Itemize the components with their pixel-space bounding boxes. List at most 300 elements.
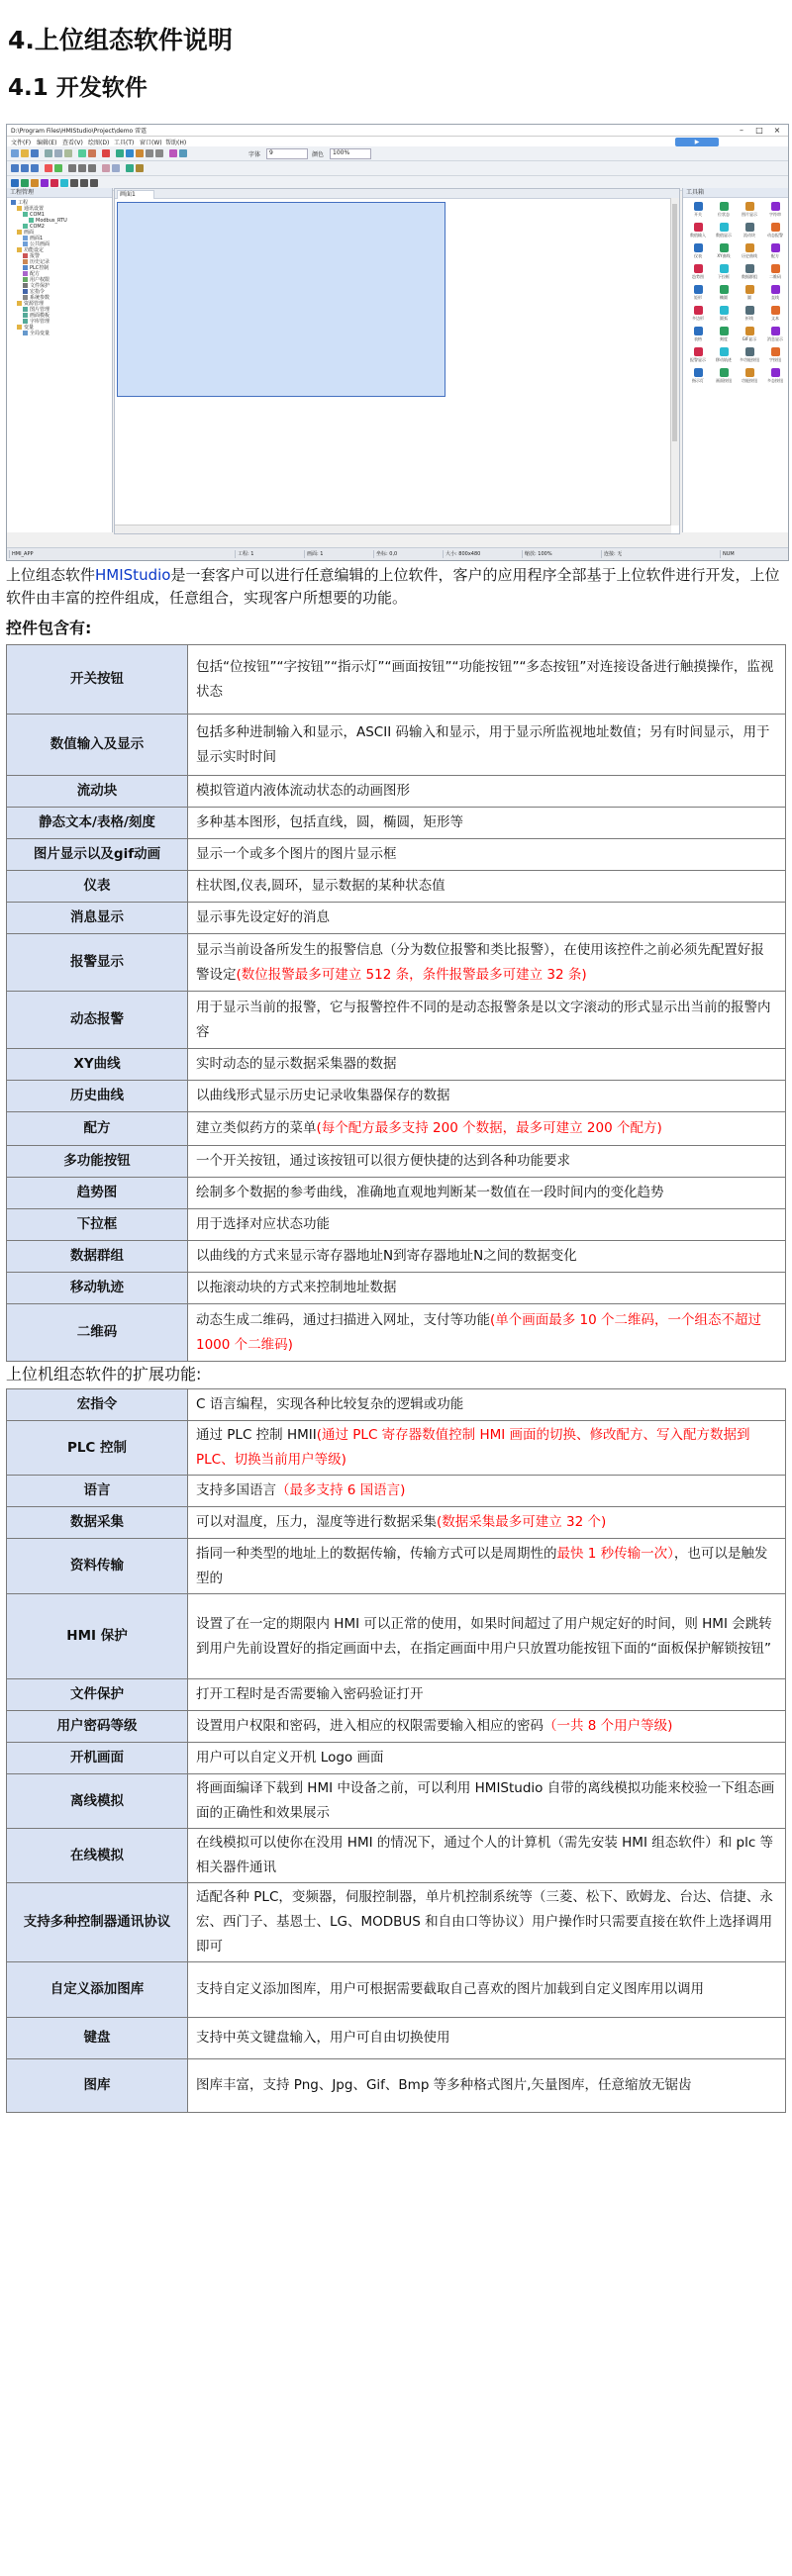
status-cell: 画面: 1 xyxy=(304,550,323,558)
highlight-text: （最多支持 6 国语言) xyxy=(276,1482,406,1498)
toolbox-item[interactable] xyxy=(737,285,762,305)
toolbox-item[interactable] xyxy=(762,202,788,222)
app-statusbar xyxy=(7,547,788,560)
description-text: 可以对温度，压力，湿度等进行数据采集 xyxy=(196,1514,437,1530)
tree-node-label: COM2 xyxy=(30,224,45,230)
toolbox-item-label: 多边形 xyxy=(692,316,704,321)
alarm-tool-icon[interactable] xyxy=(50,179,58,187)
row-name: 在线模拟 xyxy=(7,1829,188,1883)
hmistudio-link[interactable]: HMIStudio xyxy=(95,566,171,584)
close-icon[interactable]: × xyxy=(773,126,781,135)
status-cell: HMI_APP xyxy=(9,550,34,558)
toolbox-item-icon xyxy=(694,264,703,273)
row-name: 支持多种控制器通讯协议 xyxy=(7,1883,188,1962)
toolbox-item-label: 直线 xyxy=(771,295,779,300)
tree-node-icon xyxy=(17,325,22,330)
description-text: 设置了在一定的期限内 HMI 可以正常的使用，如果时间超过了用户规定好的时间，则 HMI 会跳转到用户先前设置好的指定画面中去，在指定画面中用户只放置功能按钮下面的“面板保护解锁按钮” xyxy=(196,1615,772,1657)
toolbox-panel-title: 工具箱 xyxy=(683,188,788,198)
toolbox-item[interactable] xyxy=(711,202,737,222)
tree-node-icon xyxy=(23,271,28,276)
row-name: 配方 xyxy=(7,1112,188,1146)
row-name: 键盘 xyxy=(7,2018,188,2059)
tree-node-icon xyxy=(23,307,28,312)
tree-node-label: 系统参数 xyxy=(30,295,50,301)
tree-node-icon xyxy=(17,247,22,252)
toolbox-item[interactable] xyxy=(737,264,762,284)
highlight-text: （一共 8 个用户等级) xyxy=(544,1718,673,1734)
align-right-icon[interactable] xyxy=(88,164,96,172)
toolbox-item-icon xyxy=(771,306,780,315)
description-text: 通过 PLC 控制 HMII xyxy=(196,1427,317,1443)
status-cell: 坐标: 0,0 xyxy=(373,550,397,558)
new-icon[interactable] xyxy=(11,149,19,157)
toolbox-item-label: 流动块 xyxy=(743,233,755,238)
toolbox-item[interactable] xyxy=(711,223,737,242)
table-row xyxy=(7,1594,786,1679)
zoom-value: 100% xyxy=(333,149,350,156)
toolbox-item-label: 折线 xyxy=(745,316,753,321)
toolbox-item[interactable] xyxy=(685,285,711,305)
table-row xyxy=(7,1081,786,1112)
toolbox-item[interactable] xyxy=(711,368,737,388)
toolbox-item[interactable] xyxy=(737,347,762,367)
bold-icon[interactable] xyxy=(11,164,19,172)
row-name: 趋势图 xyxy=(7,1178,188,1209)
zoom-in-icon[interactable] xyxy=(146,149,153,157)
toolbox-item[interactable] xyxy=(737,202,762,222)
table-row xyxy=(7,2059,786,2113)
tree-node-label: PLC控制 xyxy=(30,265,50,271)
row-description xyxy=(188,1883,786,1962)
toolbox-item[interactable] xyxy=(737,368,762,388)
toolbox-item[interactable] xyxy=(685,223,711,242)
fill-color-icon[interactable] xyxy=(54,164,62,172)
toolbox-item-icon xyxy=(745,347,754,356)
toolbox-item-label: 报警显示 xyxy=(690,357,706,362)
toolbox-item-icon xyxy=(694,368,703,377)
toolbox-item[interactable] xyxy=(762,306,788,326)
toolbox-item[interactable] xyxy=(711,243,737,263)
vertical-scroll-thumb[interactable] xyxy=(672,204,677,441)
table-row xyxy=(7,934,786,992)
table-row xyxy=(7,1146,786,1178)
toolbox-item-icon xyxy=(771,223,780,232)
toolbox-item-icon xyxy=(720,368,729,377)
tree-node-icon xyxy=(17,230,22,235)
extensions-caption: 上位机组态软件的扩展功能: xyxy=(6,1365,202,1383)
minimize-icon[interactable]: – xyxy=(740,126,743,135)
description-text: 支持中英文键盘输入，用户可自由切换使用 xyxy=(196,2030,450,2046)
tree-node-label: 图片管理 xyxy=(30,307,50,313)
row-description xyxy=(188,645,786,715)
toolbox-item[interactable] xyxy=(762,368,788,388)
row-description xyxy=(188,1476,786,1507)
table-row xyxy=(7,903,786,934)
toolbox-item-label: 指示灯 xyxy=(692,378,704,383)
row-description xyxy=(188,1539,786,1594)
tree-node-icon xyxy=(17,301,22,306)
status-cell: 大小: 800x480 xyxy=(443,550,480,558)
toolbox-item[interactable] xyxy=(762,285,788,305)
underline-icon[interactable] xyxy=(31,164,39,172)
table-row xyxy=(7,1743,786,1774)
highlight-text: 最快 1 秒传输一次） xyxy=(556,1545,674,1562)
toolbox-item-label: 多态按钮 xyxy=(767,378,783,383)
toolbox-item-icon xyxy=(771,368,780,377)
toolbox-item-label: GIF显示 xyxy=(742,336,757,341)
row-name: HMI 保护 xyxy=(7,1594,188,1679)
font-size-box[interactable] xyxy=(266,148,308,159)
row-name: 数据采集 xyxy=(7,1507,188,1539)
row-name: 报警显示 xyxy=(7,934,188,992)
table-row xyxy=(7,1507,786,1539)
toolbox-item-icon xyxy=(771,264,780,273)
toolbox-item[interactable] xyxy=(762,327,788,346)
align-center-icon[interactable] xyxy=(78,164,86,172)
send-back-icon[interactable] xyxy=(112,164,120,172)
tree-node-icon xyxy=(23,295,28,300)
redo-icon[interactable] xyxy=(88,149,96,157)
toolbox-item[interactable] xyxy=(711,285,737,305)
table-row xyxy=(7,1679,786,1711)
toolbox-item-label: 椭圆 xyxy=(720,295,728,300)
toolbox-item[interactable] xyxy=(762,264,788,284)
toolbox-item-icon xyxy=(745,264,754,273)
toolbox-item[interactable] xyxy=(711,306,737,326)
hmi-screen-area[interactable] xyxy=(117,202,446,397)
toolbox-item-icon xyxy=(771,202,780,211)
delete-icon[interactable] xyxy=(102,149,110,157)
undo-icon[interactable] xyxy=(78,149,86,157)
tree-node-label: 资源管理 xyxy=(24,301,45,307)
text-tool-icon[interactable] xyxy=(41,179,49,187)
description-text: 设置用户权限和密码，进入相应的权限需要输入相应的密码 xyxy=(196,1718,544,1734)
tree-node-label: 用户权限 xyxy=(30,277,50,283)
toolbox-item[interactable] xyxy=(685,327,711,346)
toolbox-item[interactable] xyxy=(762,223,788,242)
toolbox-item[interactable] xyxy=(685,306,711,326)
section-title: 4.1 开发软件 xyxy=(8,75,148,101)
description-text: 柱状图,仪表,圆环，显示数据的某种状态值 xyxy=(196,878,446,894)
highlight-text: (通过 PLC 寄存器数值控制 HMI 画面的切换、修改配方、写入配方数据到 PLC、切换当前用户等级) xyxy=(196,1427,750,1468)
toolbox-item-label: 圆弧 xyxy=(720,316,728,321)
toolbox-item-label: 位状态 xyxy=(718,212,730,217)
toolbox-item-label: 数值输入 xyxy=(690,233,706,238)
tree-node-label: 历史记录 xyxy=(30,259,50,265)
toolbox-item-label: 文本 xyxy=(771,316,779,321)
tree-node-icon xyxy=(23,313,28,318)
toolbox-item-label: 动态报警 xyxy=(767,233,783,238)
toolbox-item-label: 配方 xyxy=(771,253,779,258)
tree-node-icon xyxy=(23,212,28,217)
toolbox-item-label: 画面按钮 xyxy=(716,378,732,383)
description-text: 包括多种进制输入和显示，ASCII 码输入和显示，用于显示所监视地址数值；另有时间显示，用于显示实时时间 xyxy=(196,723,770,765)
toolbox-item-label: 消息显示 xyxy=(767,336,783,341)
toolbox-item-icon xyxy=(694,347,703,356)
row-description xyxy=(188,1389,786,1421)
row-name: PLC 控制 xyxy=(7,1421,188,1476)
row-description xyxy=(188,1304,786,1362)
row-name: 资料传输 xyxy=(7,1539,188,1594)
toolbox-item[interactable] xyxy=(737,223,762,242)
row-description xyxy=(188,715,786,776)
zoom-out-icon[interactable] xyxy=(155,149,163,157)
toolbox-item[interactable] xyxy=(685,347,711,367)
tree-node-label: 报警 xyxy=(30,253,41,259)
toolbox-item-label: 表格 xyxy=(694,336,702,341)
row-name: 流动块 xyxy=(7,776,188,808)
menu-draw[interactable]: 绘图(D) xyxy=(88,140,110,146)
controls-caption: 控件包含有: xyxy=(6,619,92,637)
status-cell: NUM xyxy=(720,550,735,558)
tree-node-label: 公共画面 xyxy=(30,241,50,247)
toolbox-item-label: 功能按钮 xyxy=(742,378,757,383)
cut-icon[interactable] xyxy=(45,149,52,157)
toolbox-item-icon xyxy=(694,285,703,294)
table-row xyxy=(7,1241,786,1273)
table-row xyxy=(7,1209,786,1241)
toolbox-item-icon xyxy=(720,223,729,232)
toolbox-item-icon xyxy=(694,243,703,252)
tree-node-label: 工程 xyxy=(18,200,29,206)
simulate-icon[interactable] xyxy=(136,149,144,157)
toolbox-item-icon xyxy=(694,202,703,211)
table-row xyxy=(7,1112,786,1146)
bring-front-icon[interactable] xyxy=(102,164,110,172)
toolbox-item-icon xyxy=(771,327,780,335)
toolbox-item[interactable] xyxy=(685,243,711,263)
tree-node-label: 文件保护 xyxy=(30,283,50,289)
row-description xyxy=(188,903,786,934)
row-description xyxy=(188,839,786,871)
description-text: 以曲线的方式来显示寄存器地址N到寄存器地址N之间的数据变化 xyxy=(196,1248,577,1264)
description-text: 模拟管道内液体流动状态的动画图形 xyxy=(196,783,410,799)
description-text: 建立类似药方的菜单 xyxy=(196,1120,317,1136)
tree-node-label: 功能设定 xyxy=(24,247,45,253)
toolbox-item-icon xyxy=(720,285,729,294)
row-name: 用户密码等级 xyxy=(7,1711,188,1743)
row-description xyxy=(188,1743,786,1774)
number-tool-icon[interactable] xyxy=(31,179,39,187)
tree-node-icon xyxy=(23,259,28,264)
description-text: 实时动态的显示数据采集器的数据 xyxy=(196,1056,397,1072)
project-panel-title: 工程管理 xyxy=(7,188,112,198)
tree-node-icon xyxy=(11,200,16,205)
tree-node-icon xyxy=(23,241,28,246)
vertical-scrollbar[interactable] xyxy=(670,198,679,525)
toolbox-item[interactable] xyxy=(685,368,711,388)
paste-icon[interactable] xyxy=(64,149,72,157)
toolbox-item[interactable] xyxy=(685,202,711,222)
description-text: 以拖滚动块的方式来控制地址数据 xyxy=(196,1280,397,1295)
row-name: 开机画面 xyxy=(7,1743,188,1774)
toolbox-item-icon xyxy=(720,264,729,273)
toolbox-item-label: XY曲线 xyxy=(717,253,731,258)
save-icon[interactable] xyxy=(31,149,39,157)
description-text: 用于选择对应状态功能 xyxy=(196,1216,330,1232)
description-text: 包括“位按钮”“字按钮”“指示灯”“画面按钮”“功能按钮”“多态按钮”对连接设备进行触摸操作，监视状态 xyxy=(196,658,774,700)
toolbar-color-label: 颜色 xyxy=(312,151,325,158)
rect-tool-icon[interactable] xyxy=(80,179,88,187)
description-text: 适配各种 PLC，变频器，伺服控制器，单片机控制系统等（三菱、松下、欧姆龙、台达、信捷、永宏、西门子、基恩士、LG、MODBUS 和自由口等协议）用户操作时只需要直接在软件上选择调用即可 xyxy=(196,1889,773,1955)
row-description xyxy=(188,1594,786,1679)
description-text: 动态生成二维码，通过扫描进入网址，支付等功能 xyxy=(196,1311,490,1328)
row-name: 多功能按钮 xyxy=(7,1146,188,1178)
row-description xyxy=(188,1049,786,1081)
tree-node-label: 画面 xyxy=(24,230,35,236)
toolbox-item-icon xyxy=(745,306,754,315)
tree-node-label: 宏指令 xyxy=(30,289,46,295)
toolbox-item[interactable] xyxy=(737,327,762,346)
row-name: 动态报警 xyxy=(7,992,188,1049)
tree-node-icon xyxy=(23,277,28,282)
toolbox-item[interactable] xyxy=(685,264,711,284)
menu-edit[interactable]: 编辑(E) xyxy=(37,140,57,146)
row-name: 宏指令 xyxy=(7,1389,188,1421)
maximize-icon[interactable]: □ xyxy=(755,126,763,135)
row-description xyxy=(188,1112,786,1146)
toolbox-item[interactable] xyxy=(737,306,762,326)
toolbox-item-icon xyxy=(771,243,780,252)
table-row xyxy=(7,715,786,776)
status-cell: 连接: 无 xyxy=(601,550,622,558)
toolbox-item-icon xyxy=(771,347,780,356)
download-icon[interactable] xyxy=(126,149,134,157)
tree-node-label: 通讯设置 xyxy=(24,206,45,212)
toolbox-item-icon xyxy=(771,285,780,294)
toolbox-item[interactable] xyxy=(762,243,788,263)
menu-tools[interactable]: 工具(T) xyxy=(114,140,135,146)
app-toolbar-1 xyxy=(7,146,788,161)
toolbox-item-label: 趋势图 xyxy=(692,274,704,279)
toolbox-item[interactable] xyxy=(711,264,737,284)
app-titlebar xyxy=(7,125,788,137)
row-description xyxy=(188,1178,786,1209)
description-text: 用于显示当前的报警，它与报警控件不同的是动态报警条是以文字滚动的形式显示出当前的报警内容 xyxy=(196,999,771,1040)
toolbox-item-label: 移动轨迹 xyxy=(716,357,732,362)
toolbox-panel xyxy=(682,188,788,532)
row-description xyxy=(188,1829,786,1883)
canvas-tab[interactable]: 画面1 xyxy=(117,190,154,199)
open-icon[interactable] xyxy=(21,149,29,157)
group-icon[interactable] xyxy=(126,164,134,172)
row-name: XY曲线 xyxy=(7,1049,188,1081)
row-description xyxy=(188,1146,786,1178)
description-text: 多种基本图形，包括直线，圆，椭圆，矩形等 xyxy=(196,814,463,830)
toolbox-item-icon xyxy=(694,327,703,335)
toolbox-item-icon xyxy=(745,327,754,335)
tree-node-label: 字库管理 xyxy=(30,319,50,325)
toolbox-item-label: 仪表 xyxy=(694,253,702,258)
tree-node-icon xyxy=(23,265,28,270)
row-description xyxy=(188,1679,786,1711)
lamp-tool-icon[interactable] xyxy=(21,179,29,187)
intro-paragraph xyxy=(6,564,788,610)
tree-node-label: 变量 xyxy=(24,325,35,331)
toolbox-item[interactable] xyxy=(737,243,762,263)
row-name: 图库 xyxy=(7,2059,188,2113)
row-description xyxy=(188,1774,786,1829)
line-tool-icon[interactable] xyxy=(70,179,78,187)
row-description xyxy=(188,934,786,992)
trend-tool-icon[interactable] xyxy=(60,179,68,187)
highlight-text: (每个配方最多支持 200 个数据，最多可建立 200 个配方) xyxy=(316,1120,662,1136)
text-color-icon[interactable] xyxy=(45,164,52,172)
copy-icon[interactable] xyxy=(54,149,62,157)
horizontal-scrollbar[interactable] xyxy=(115,525,671,533)
align-icon[interactable] xyxy=(179,149,187,157)
table-row xyxy=(7,1476,786,1507)
toolbox-item-label: 数据群组 xyxy=(742,274,757,279)
toolbox-item[interactable] xyxy=(762,347,788,367)
description-text: 支持自定义添加图库，用户可根据需要截取自己喜欢的图片加载到自定义图库用以调用 xyxy=(196,1981,704,1997)
toolbox-item-label: 字按钮 xyxy=(769,357,781,362)
toolbox-item-label: 二维码 xyxy=(769,274,781,279)
toolbox-item[interactable] xyxy=(711,327,737,346)
toolbox-item-icon xyxy=(720,347,729,356)
table-row xyxy=(7,1389,786,1421)
intro-prefix: 上位组态软件 xyxy=(6,566,96,584)
table-row xyxy=(7,776,786,808)
table-row xyxy=(7,1049,786,1081)
toolbox-item-icon xyxy=(720,327,729,335)
tree-node-icon xyxy=(23,319,28,324)
zoom-box[interactable] xyxy=(330,148,371,159)
toolbar-font-label: 字体 xyxy=(248,151,261,158)
description-text: 显示当前设备所发生的报警信息（分为数位报警和类比报警），在使用该控件之前必须先配置好报警设定 xyxy=(196,941,764,983)
row-name: 图片显示以及gif动画 xyxy=(7,839,188,871)
design-canvas[interactable] xyxy=(114,188,680,534)
menu-file[interactable]: 文件(F) xyxy=(11,140,32,146)
menu-window[interactable]: 窗口(W) xyxy=(140,140,162,146)
italic-icon[interactable] xyxy=(21,164,29,172)
row-description xyxy=(188,1273,786,1304)
tree-node-icon xyxy=(23,289,28,294)
toolbox-item-label: 多功能按钮 xyxy=(740,357,759,362)
online-status-pill[interactable]: ▶ xyxy=(675,138,719,146)
align-left-icon[interactable] xyxy=(68,164,76,172)
font-size-value: 9 xyxy=(269,149,273,156)
ellipse-tool-icon[interactable] xyxy=(90,179,98,187)
toolbox-item-icon xyxy=(745,243,754,252)
table-row xyxy=(7,2018,786,2059)
row-name: 历史曲线 xyxy=(7,1081,188,1112)
table-row xyxy=(7,992,786,1049)
button-tool-icon[interactable] xyxy=(11,179,19,187)
row-description xyxy=(188,1081,786,1112)
menu-view[interactable]: 查看(V) xyxy=(62,140,83,146)
description-text: 以曲线形式显示历史记录收集器保存的数据 xyxy=(196,1088,450,1103)
tree-node-label: 画面1 xyxy=(30,236,44,241)
toolbox-item-icon xyxy=(745,202,754,211)
toolbox-item-icon xyxy=(694,223,703,232)
toolbox-item-icon xyxy=(745,285,754,294)
page-title: 4.上位组态软件说明 xyxy=(8,26,233,54)
ungroup-icon[interactable] xyxy=(136,164,144,172)
toolbox-item-label: 历史曲线 xyxy=(742,253,757,258)
row-name: 静态文本/表格/刻度 xyxy=(7,808,188,839)
project-tree-item[interactable] xyxy=(23,331,50,336)
compile-icon[interactable] xyxy=(116,149,124,157)
description-text: 打开工程时是否需要输入密码验证打开 xyxy=(196,1686,424,1702)
description-text: C 语言编程，实现各种比较复杂的逻辑或功能 xyxy=(196,1396,464,1412)
grid-icon[interactable] xyxy=(169,149,177,157)
toolbox-item-icon xyxy=(745,368,754,377)
software-screenshot xyxy=(6,124,789,561)
toolbox-item-label: 图片显示 xyxy=(742,212,757,217)
menu-help[interactable]: 帮助(H) xyxy=(165,140,187,146)
toolbox-item[interactable] xyxy=(711,347,737,367)
